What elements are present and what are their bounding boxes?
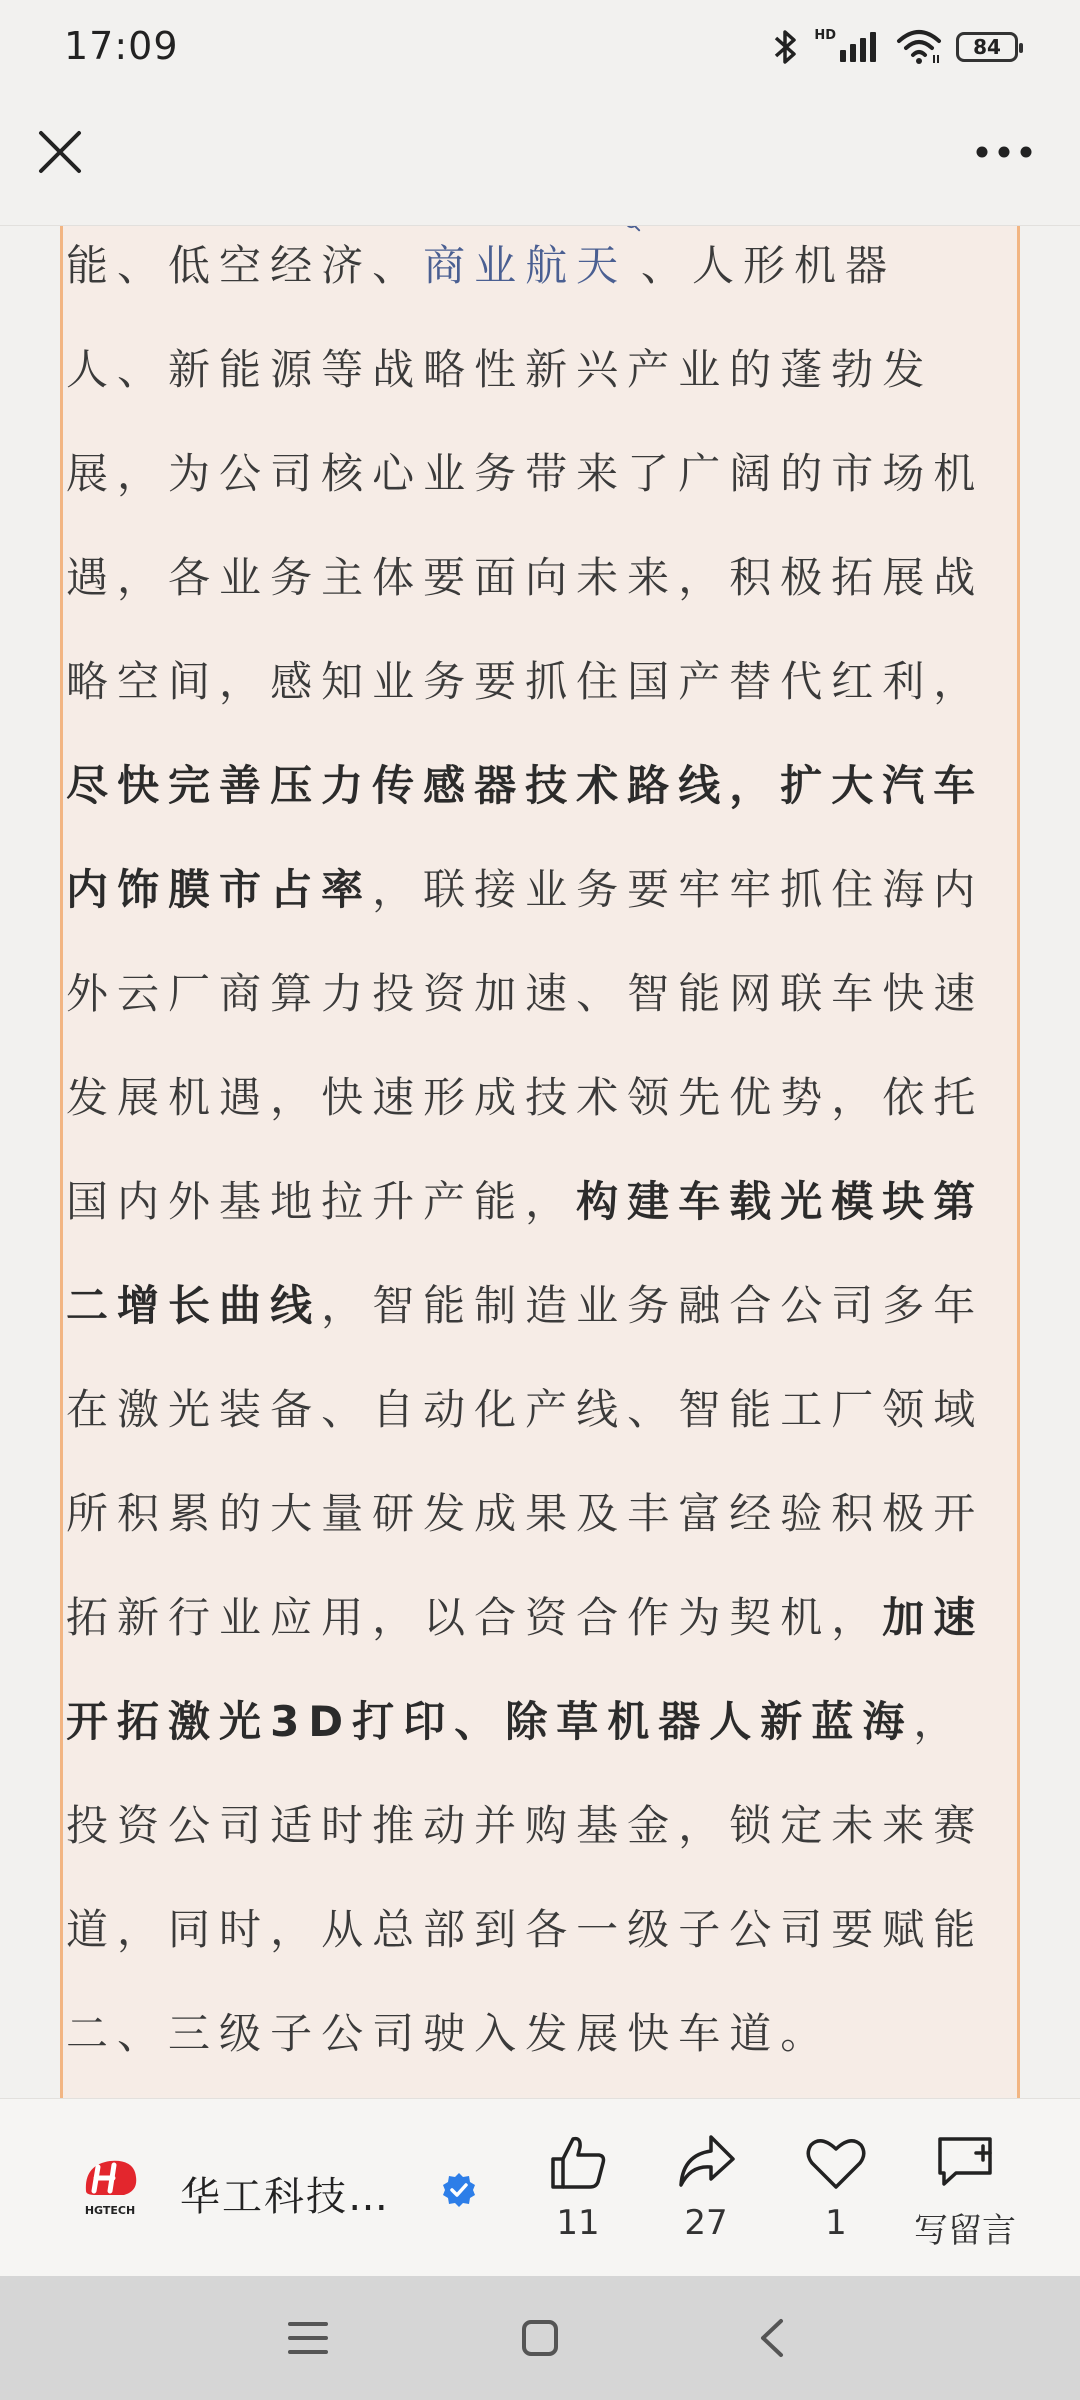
like-count: 11 (556, 2203, 600, 2243)
back-nav-button[interactable] (742, 2308, 802, 2368)
share-count: 27 (684, 2203, 728, 2243)
article-line: 拓 新 行 业 应 用 ， 以 合 资 合 作 为 契 机 ， 加 速 (66, 1593, 985, 1642)
favorite-button[interactable] (776, 2129, 896, 2259)
article-line: 略 空 间 ， 感 知 业 务 要 抓 住 国 产 替 代 红 利 ， (66, 657, 985, 706)
article-line: 发 展 机 遇 ， 快 速 形 成 技 术 领 先 优 势 ， 依 托 (66, 1073, 985, 1122)
system-nav-bar (0, 2276, 1080, 2400)
article-line: 展 ， 为 公 司 核 心 业 务 带 来 了 广 阔 的 市 场 机 (66, 449, 985, 498)
article-line: 人 、 新 能 源 等 战 略 性 新 兴 产 业 的 蓬 勃 发 (66, 345, 934, 394)
article-line: 尽 快 完 善 压 力 传 感 器 技 术 路 线 ， 扩 大 汽 车 (66, 761, 985, 810)
menu-nav-button[interactable] (278, 2308, 338, 2368)
more-button[interactable] (964, 122, 1044, 182)
share-icon (673, 2129, 739, 2195)
heart-icon (803, 2129, 869, 2195)
home-nav-button[interactable] (510, 2308, 570, 2368)
battery-icon (956, 32, 1018, 62)
article-line: 内 饰 膜 市 占 率 ， 联 接 业 务 要 牢 牢 抓 住 海 内 (66, 865, 985, 914)
article-line: 道 ， 同 时 ， 从 总 部 到 各 一 级 子 公 司 要 赋 能 (66, 1905, 985, 1954)
article-line: 国 内 外 基 地 拉 升 产 能 ， 构 建 车 载 光 模 块 第 (66, 1177, 985, 1226)
bottom-bar (0, 2098, 1080, 2276)
more-icon (974, 145, 1034, 159)
logo-text: HGTECH (84, 2204, 136, 2217)
article-line: 在 激 光 装 备 、 自 动 化 产 线 、 智 能 工 厂 领 域 (66, 1385, 985, 1434)
status-icons (770, 24, 1018, 70)
account-logo[interactable] (72, 2147, 148, 2223)
battery-level: 84 (973, 35, 1001, 59)
bluetooth-icon (770, 27, 800, 67)
comment-label: 写留言 (914, 2211, 1016, 2251)
article-line: 所 积 累 的 大 量 研 发 成 果 及 丰 富 经 验 积 极 开 (66, 1489, 985, 1538)
wifi-icon (896, 29, 942, 65)
menu-icon (288, 2320, 328, 2356)
search-icon[interactable] (625, 226, 641, 234)
top-bar (0, 92, 1080, 226)
close-icon (37, 129, 83, 175)
comment-add-icon (932, 2129, 998, 2195)
article-line: 外 云 厂 商 算 力 投 资 加 速 、 智 能 网 联 车 快 速 (66, 969, 985, 1018)
status-time: 17:09 (64, 24, 179, 68)
hd-label: HD (814, 27, 836, 43)
thumbs-up-icon (545, 2129, 611, 2195)
share-button[interactable] (646, 2129, 766, 2259)
article-line: 能 、 低 空 经 济 、 商 业 航 天 、 人 形 机 器 (66, 236, 896, 296)
close-button[interactable] (30, 122, 90, 182)
article-line: 二 增 长 曲 线 ， 智 能 制 造 业 务 融 合 公 司 多 年 (66, 1281, 985, 1330)
verified-icon (440, 2171, 478, 2209)
article-body[interactable] (0, 226, 1080, 2098)
article-line: 投 资 公 司 适 时 推 动 并 购 基 金 ， 锁 定 未 来 赛 (66, 1801, 985, 1850)
home-square-icon (521, 2319, 559, 2357)
like-button[interactable] (518, 2129, 638, 2259)
back-icon (757, 2317, 787, 2359)
comment-button[interactable] (905, 2129, 1025, 2259)
status-bar (0, 0, 1080, 92)
account-name[interactable]: 华工科技… (180, 2174, 390, 2220)
article-line: 遇 ， 各 业 务 主 体 要 面 向 未 来 ， 积 极 拓 展 战 (66, 553, 985, 602)
favorite-count: 1 (825, 2203, 847, 2243)
article-line: 开 拓 激 光 3 D 打 印 、 除 草 机 器 人 新 蓝 海 ， (66, 1697, 965, 1746)
article-line: 二 、 三 级 子 公 司 驶 入 发 展 快 车 道 。 (66, 2009, 832, 2058)
hgtech-logo-icon (72, 2147, 148, 2223)
signal-icon (838, 30, 882, 64)
